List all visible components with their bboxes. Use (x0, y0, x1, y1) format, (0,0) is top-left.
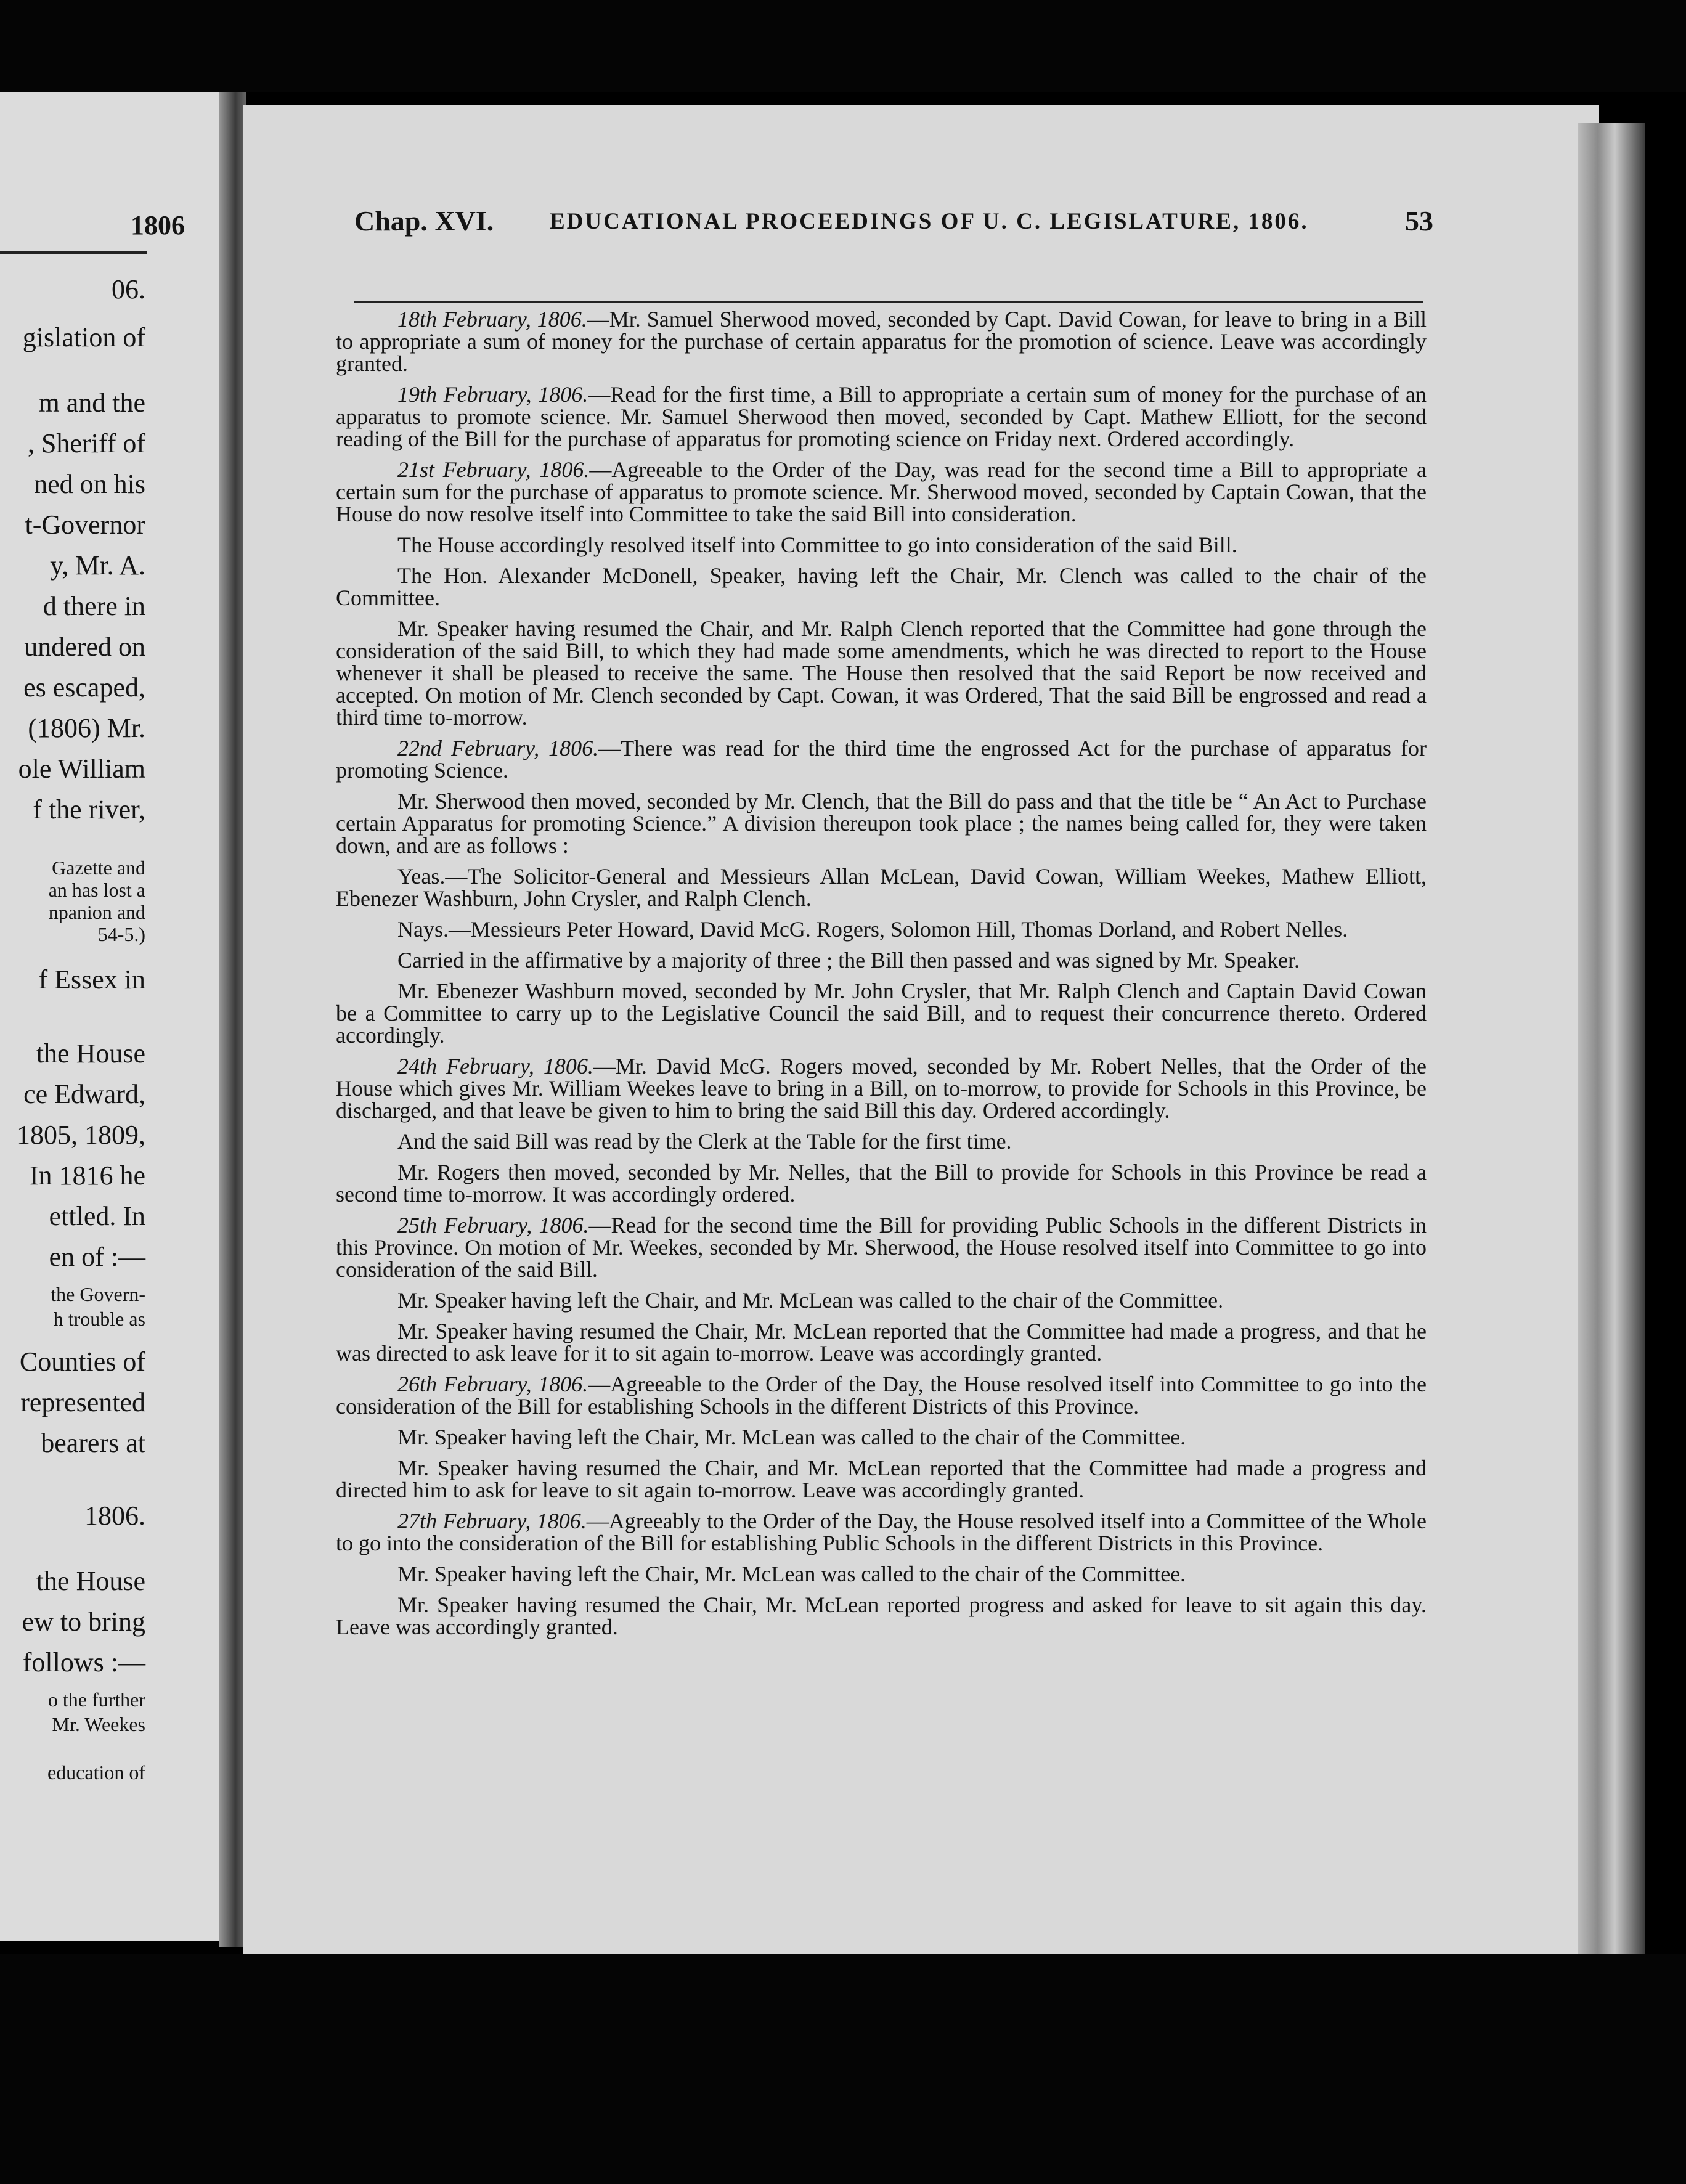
left-page-line: t-Governor (25, 510, 145, 540)
left-page-line: Mr. Weekes (52, 1713, 145, 1735)
left-page-line: 1805, 1809, (17, 1120, 145, 1150)
left-page-line: the House (36, 1038, 145, 1069)
entry-text: —Agreeable to the Order of the Day, the House resolved itself into Committee to go into the consideration of the Bill for establishing Schools in the different Districts of this Province. (336, 1372, 1427, 1419)
entry-date: 26th February, 1806. (397, 1372, 588, 1396)
entry-date: 22nd February, 1806. (397, 736, 599, 760)
proceedings-paragraph (336, 1320, 1427, 1364)
page-number: 53 (1405, 205, 1433, 237)
left-page-line: ole William (18, 754, 145, 784)
chapter-label: Chap. XVI. (354, 205, 494, 237)
proceedings-paragraph (336, 1055, 1427, 1122)
left-page-line: y, Mr. A. (50, 550, 145, 581)
entry-text: —Agreeable to the Order of the Day, was read for the second time a Bill to appropriate a certain sum for the purchase of apparatus to promote science. Mr. Sherwood moved, seconded by Captain Cowan, that the House do now resolve itself into Committee to take the said Bill into consideration. (336, 457, 1427, 526)
entry-text: —Read for the second time the Bill for providing Public Schools in the different Districts in this Province. On motion of Mr. Weekes, seconded by Mr. Sherwood, the House resolved itself into Committee to go into consideration of the said Bill. (336, 1213, 1427, 1282)
entry-text: The House accordingly resolved itself into Committee to go into consideration of the said Bill. (397, 532, 1237, 557)
entry-text: —Mr. Samuel Sherwood moved, seconded by Capt. David Cowan, for leave to bring in a Bill to appropriate a sum of money for the purchase of certain apparatus for the promotion of science. Leave was accordingly granted. (336, 307, 1427, 376)
top-scan-border (0, 0, 1686, 92)
left-page-line: en of :— (49, 1242, 145, 1272)
entry-text: Carried in the affirmative by a majority of three ; the Bill then passed and was signed by Mr. Speaker. (397, 948, 1300, 972)
running-title: EDUCATIONAL PROCEEDINGS OF U. C. LEGISLATURE, 1806. (550, 209, 1309, 234)
left-page-line: (1806) Mr. (28, 713, 145, 743)
proceedings-paragraph (336, 458, 1427, 525)
proceedings-paragraph (336, 865, 1427, 910)
left-page-line: , Sheriff of (27, 428, 145, 458)
left-page-line: m and the (38, 388, 145, 418)
entry-text: —Mr. David McG. Rogers moved, seconded by Mr. Robert Nelles, that the Order of the House which gives Mr. William Weekes leave to bring in a Bill, on to-morrow, to provide for Schools in this Province, be discharged, and that leave be given to him to bring the said Bill this day. Ordered accordingly. (336, 1054, 1427, 1123)
proceedings-paragraph (336, 980, 1427, 1046)
left-page-line: In 1816 he (29, 1160, 145, 1191)
page-edges (1578, 123, 1645, 1972)
proceedings-paragraph (336, 1457, 1427, 1501)
proceedings-paragraph (336, 949, 1427, 971)
header-rule (354, 301, 1423, 303)
entry-text: Mr. Ebenezer Washburn moved, seconded by Mr. John Crysler, that Mr. Ralph Clench and Captain David Cowan be a Committee to carry up to the Legislative Council the said Bill, and to request their concurrence thereto. Ordered accordingly. (336, 979, 1427, 1048)
proceedings-paragraph (336, 564, 1427, 609)
proceedings-paragraph (336, 737, 1427, 781)
proceedings-paragraph (336, 918, 1427, 940)
left-page-line: ew to bring (22, 1607, 145, 1637)
entry-text: Mr. Speaker having resumed the Chair, Mr. McLean reported that the Committee had made a progress, and that he was directed to ask leave for it to sit again to-morrow. Leave was accordingly granted. (336, 1319, 1427, 1366)
left-page-line: education of (47, 1761, 145, 1783)
proceedings-paragraph (336, 1594, 1427, 1638)
left-page-line: Gazette and (52, 857, 145, 879)
entry-text: —There was read for the third time the engrossed Act for the purchase of apparatus for promoting Science. (336, 736, 1427, 783)
entry-text: Mr. Speaker having resumed the Chair, and Mr. Ralph Clench reported that the Committee had gone through the consideration of the said Bill, to which they had made some amendments, which he was directed to report to the House whenever it shall be pleased to receive the same. The House then resolved that the said Report be now received and accepted. On motion of Mr. Clench seconded by Capt. Cowan, it was Ordered, That the said Bill be engrossed and read a third time to-morrow. (336, 616, 1427, 730)
entry-text: —Agreeably to the Order of the Day, the House resolved itself into a Committee of the Whole to go into the consideration of the Bill for establishing Public Schools in the different Districts in this Province. (336, 1509, 1427, 1555)
left-page-line: ned on his (34, 469, 145, 499)
entry-text: And the said Bill was read by the Clerk at the Table for the first time. (397, 1129, 1012, 1154)
book-gutter (219, 92, 246, 1947)
left-page-fragment (0, 92, 228, 1941)
left-page-line: 06. (112, 274, 145, 304)
entry-text: Mr. Speaker having left the Chair, Mr. McLean was called to the chair of the Committee. (397, 1425, 1186, 1449)
entry-date: 27th February, 1806. (397, 1509, 587, 1533)
entry-date: 18th February, 1806. (397, 307, 587, 332)
left-page-line: ettled. In (49, 1201, 145, 1231)
entry-text: Mr. Speaker having resumed the Chair, and Mr. McLean reported that the Committee had made a progress and directed him to ask for leave to sit again to-morrow. Leave was accordingly granted. (336, 1456, 1427, 1502)
left-page-line: h trouble as (53, 1308, 145, 1330)
left-page-line: the Govern- (51, 1283, 145, 1305)
left-page-header-year: 1806 (131, 210, 185, 240)
left-page-line: the House (36, 1566, 145, 1596)
entry-text: Mr. Speaker having resumed the Chair, Mr. McLean reported progress and asked for leave to sit again this day. Leave was accordingly granted. (336, 1592, 1427, 1639)
entry-date: 25th February, 1806. (397, 1213, 589, 1237)
left-page-line: gislation of (22, 322, 145, 352)
proceedings-paragraph (336, 1563, 1427, 1585)
left-page-line: o the further (47, 1689, 145, 1711)
proceedings-paragraph (336, 1510, 1427, 1554)
entry-text: Mr. Speaker having left the Chair, and Mr. McLean was called to the chair of the Committee. (397, 1288, 1224, 1313)
left-page-header-rule (0, 251, 147, 254)
entry-date: 21st February, 1806. (397, 457, 590, 482)
left-page-line: ce Edward, (23, 1079, 145, 1109)
left-page-line: 54-5.) (97, 923, 145, 945)
proceedings-paragraph (336, 383, 1427, 450)
entry-date: 19th February, 1806. (397, 382, 588, 407)
left-page-line: an has lost a (48, 879, 145, 901)
proceedings-paragraph (336, 1426, 1427, 1448)
proceedings-paragraph (336, 1373, 1427, 1417)
entry-text: Yeas.—The Solicitor-General and Messieurs Allan McLean, David Cowan, William Weekes, Mathew Elliott, Ebenezer Washburn, John Crysler, and Ralph Clench. (336, 864, 1427, 911)
proceedings-paragraph (336, 790, 1427, 857)
left-page-line: d there in (43, 591, 145, 621)
entry-text: Nays.—Messieurs Peter Howard, David McG. Rogers, Solomon Hill, Thomas Dorland, and Robert Nelles. (397, 917, 1348, 942)
entry-text: —Read for the first time, a Bill to appropriate a certain sum of money for the purchase of an apparatus to promote science. Mr. Samuel Sherwood then moved, seconded by Capt. Mathew Elliott, for the second reading of the Bill for the purchase of apparatus for promoting science on Friday next. Ordered accordingly. (336, 382, 1427, 451)
left-page-line: es escaped, (23, 672, 145, 703)
entry-date: 24th February, 1806. (397, 1054, 593, 1078)
proceedings-body (336, 308, 1427, 1647)
entry-text: The Hon. Alexander McDonell, Speaker, having left the Chair, Mr. Clench was called to the chair of the Committee. (336, 563, 1427, 610)
proceedings-paragraph (336, 534, 1427, 556)
proceedings-paragraph (336, 1161, 1427, 1205)
proceedings-paragraph (336, 1289, 1427, 1311)
left-page-line: f the river, (33, 794, 145, 825)
left-page-line: follows :— (22, 1647, 145, 1677)
running-header (354, 205, 1439, 242)
left-page-line: Counties of (19, 1347, 145, 1377)
entry-text: Mr. Speaker having left the Chair, Mr. McLean was called to the chair of the Committee. (397, 1562, 1186, 1586)
proceedings-paragraph (336, 308, 1427, 375)
entry-text: Mr. Rogers then moved, seconded by Mr. Nelles, that the Bill to provide for Schools in this Province be read a second time to-morrow. It was accordingly ordered. (336, 1160, 1427, 1207)
entry-text: Mr. Sherwood then moved, seconded by Mr. Clench, that the Bill do pass and that the title be “ An Act to Purchase certain Apparatus for promoting Science.” A division thereupon took place ; the names being called for, they were taken down, and are as follows : (336, 789, 1427, 858)
bottom-scan-border (0, 1954, 1686, 2184)
left-page-line: 1806. (84, 1501, 145, 1531)
left-page-line: f Essex in (38, 964, 145, 995)
proceedings-paragraph (336, 1130, 1427, 1152)
proceedings-paragraph (336, 1214, 1427, 1281)
left-page-line: undered on (24, 632, 145, 662)
left-page-line: represented (20, 1387, 145, 1417)
left-page-line: bearers at (41, 1428, 145, 1458)
proceedings-paragraph (336, 617, 1427, 728)
left-page-line: npanion and (48, 901, 145, 923)
